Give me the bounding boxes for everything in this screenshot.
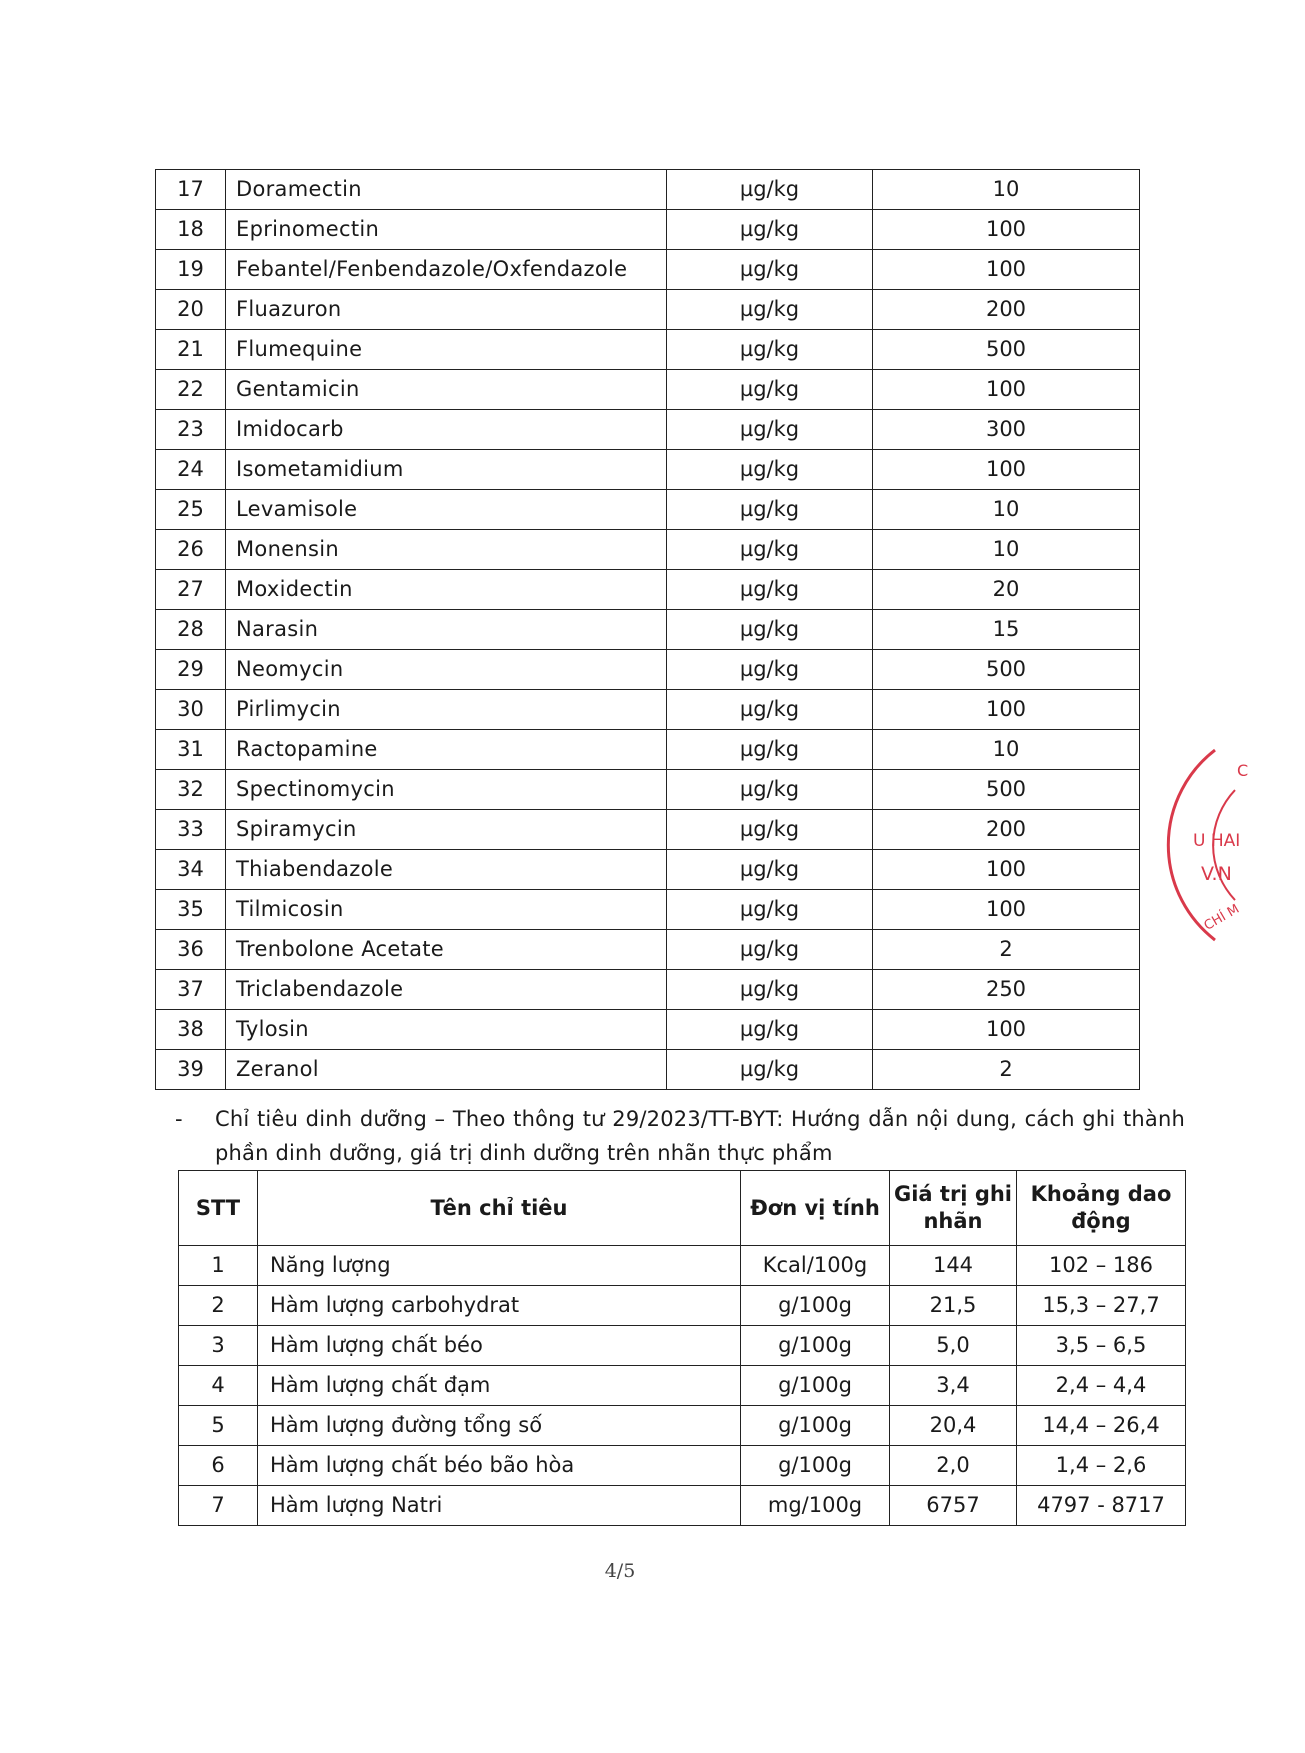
row-unit: µg/kg [667, 970, 873, 1010]
row-value: 10 [873, 490, 1140, 530]
table-row [156, 570, 1140, 610]
row-unit: µg/kg [667, 770, 873, 810]
row-name: Imidocarb [226, 410, 667, 450]
row-value: 2 [873, 1050, 1140, 1090]
row-value: 2 [873, 930, 1140, 970]
table-row [156, 170, 1140, 210]
row-value: 2,0 [890, 1446, 1017, 1486]
row-unit: µg/kg [667, 410, 873, 450]
row-value: 100 [873, 690, 1140, 730]
table-row [156, 850, 1140, 890]
row-unit: µg/kg [667, 610, 873, 650]
row-name: Zeranol [226, 1050, 667, 1090]
row-value: 21,5 [890, 1286, 1017, 1326]
note-text: Chỉ tiêu dinh dưỡng – Theo thông tư 29/2023/TT-BYT: Hướng dẫn nội dung, cách ghi thành phần dinh dưỡng, giá trị dinh dưỡng trên nhãn thực phẩm [215, 1107, 1185, 1165]
row-unit: g/100g [741, 1366, 890, 1406]
row-name: Monensin [226, 530, 667, 570]
row-name: Thiabendazole [226, 850, 667, 890]
row-value: 100 [873, 210, 1140, 250]
row-unit: µg/kg [667, 490, 873, 530]
table-row [179, 1486, 1186, 1526]
table-row [156, 290, 1140, 330]
row-stt: 31 [156, 730, 226, 770]
table-row [156, 210, 1140, 250]
row-stt: 28 [156, 610, 226, 650]
table-row [179, 1326, 1186, 1366]
row-value: 100 [873, 890, 1140, 930]
table-row [156, 530, 1140, 570]
seal-text-4: CHÍ M [1201, 901, 1243, 934]
row-unit: µg/kg [667, 930, 873, 970]
row-value: 300 [873, 410, 1140, 450]
row-stt: 17 [156, 170, 226, 210]
row-unit: µg/kg [667, 530, 873, 570]
row-value: 15 [873, 610, 1140, 650]
row-name: Febantel/Fenbendazole/Oxfendazole [226, 250, 667, 290]
row-name: Hàm lượng chất béo bão hòa [258, 1446, 741, 1486]
row-value: 6757 [890, 1486, 1017, 1526]
row-name: Isometamidium [226, 450, 667, 490]
row-unit: Kcal/100g [741, 1246, 890, 1286]
row-stt: 2 [179, 1286, 258, 1326]
row-value: 100 [873, 250, 1140, 290]
row-name: Pirlimycin [226, 690, 667, 730]
row-unit: g/100g [741, 1446, 890, 1486]
row-unit: g/100g [741, 1286, 890, 1326]
row-unit: mg/100g [741, 1486, 890, 1526]
row-range: 4797 - 8717 [1017, 1486, 1186, 1526]
row-stt: 5 [179, 1406, 258, 1446]
row-stt: 7 [179, 1486, 258, 1526]
row-stt: 4 [179, 1366, 258, 1406]
row-unit: µg/kg [667, 210, 873, 250]
row-name: Spectinomycin [226, 770, 667, 810]
row-unit: µg/kg [667, 450, 873, 490]
seal-text-3: V.N [1201, 863, 1232, 885]
row-unit: µg/kg [667, 250, 873, 290]
table-row [156, 890, 1140, 930]
table-row [156, 770, 1140, 810]
seal-text-2: U HAI [1193, 831, 1241, 851]
table-row [156, 410, 1140, 450]
header-unit: Đơn vị tính [741, 1171, 890, 1246]
row-stt: 23 [156, 410, 226, 450]
header-value: Giá trị ghi nhãn [890, 1171, 1017, 1246]
row-stt: 19 [156, 250, 226, 290]
nutrition-header-row [179, 1171, 1186, 1246]
row-stt: 1 [179, 1246, 258, 1286]
table-row [156, 1010, 1140, 1050]
table-row [179, 1246, 1186, 1286]
row-name: Hàm lượng đường tổng số [258, 1406, 741, 1446]
row-stt: 6 [179, 1446, 258, 1486]
row-stt: 34 [156, 850, 226, 890]
row-name: Eprinomectin [226, 210, 667, 250]
row-range: 14,4 – 26,4 [1017, 1406, 1186, 1446]
table-row [156, 730, 1140, 770]
row-value: 100 [873, 450, 1140, 490]
table-row [156, 330, 1140, 370]
row-stt: 24 [156, 450, 226, 490]
page-number: 4/5 [604, 1560, 636, 1582]
row-stt: 25 [156, 490, 226, 530]
table-row [179, 1406, 1186, 1446]
table-row [156, 650, 1140, 690]
row-unit: µg/kg [667, 170, 873, 210]
header-stt: STT [179, 1171, 258, 1246]
row-name: Tilmicosin [226, 890, 667, 930]
bullet-dash: - [175, 1107, 183, 1131]
row-stt: 30 [156, 690, 226, 730]
row-unit: µg/kg [667, 570, 873, 610]
row-range: 3,5 – 6,5 [1017, 1326, 1186, 1366]
table-row [156, 690, 1140, 730]
table-row [156, 1050, 1140, 1090]
row-name: Levamisole [226, 490, 667, 530]
nutrition-table [178, 1170, 1186, 1526]
table-row [179, 1366, 1186, 1406]
row-range: 1,4 – 2,6 [1017, 1446, 1186, 1486]
row-value: 250 [873, 970, 1140, 1010]
row-value: 20 [873, 570, 1140, 610]
row-stt: 32 [156, 770, 226, 810]
row-stt: 29 [156, 650, 226, 690]
table-row [156, 490, 1140, 530]
row-value: 500 [873, 770, 1140, 810]
row-name: Neomycin [226, 650, 667, 690]
row-name: Triclabendazole [226, 970, 667, 1010]
row-stt: 27 [156, 570, 226, 610]
row-unit: µg/kg [667, 330, 873, 370]
row-value: 10 [873, 170, 1140, 210]
row-name: Năng lượng [258, 1246, 741, 1286]
row-value: 100 [873, 850, 1140, 890]
seal-text-1: C [1237, 761, 1249, 780]
row-value: 200 [873, 290, 1140, 330]
row-value: 100 [873, 370, 1140, 410]
row-value: 100 [873, 1010, 1140, 1050]
row-unit: µg/kg [667, 850, 873, 890]
nutrition-note [175, 1102, 1185, 1170]
row-stt: 20 [156, 290, 226, 330]
row-value: 10 [873, 730, 1140, 770]
row-name: Flumequine [226, 330, 667, 370]
row-unit: µg/kg [667, 890, 873, 930]
row-stt: 21 [156, 330, 226, 370]
row-unit: g/100g [741, 1406, 890, 1446]
table-row [156, 930, 1140, 970]
row-value: 500 [873, 650, 1140, 690]
row-stt: 37 [156, 970, 226, 1010]
table-row [156, 450, 1140, 490]
table-row [156, 370, 1140, 410]
red-stamp-seal [1195, 740, 1305, 950]
row-value: 10 [873, 530, 1140, 570]
header-range: Khoảng dao động [1017, 1171, 1186, 1246]
row-stt: 38 [156, 1010, 226, 1050]
row-value: 500 [873, 330, 1140, 370]
table-row [156, 610, 1140, 650]
table-row [156, 250, 1140, 290]
row-range: 2,4 – 4,4 [1017, 1366, 1186, 1406]
row-name: Hàm lượng chất béo [258, 1326, 741, 1366]
table-row [179, 1286, 1186, 1326]
row-stt: 3 [179, 1326, 258, 1366]
row-unit: µg/kg [667, 370, 873, 410]
row-stt: 35 [156, 890, 226, 930]
row-range: 102 – 186 [1017, 1246, 1186, 1286]
row-name: Narasin [226, 610, 667, 650]
row-name: Gentamicin [226, 370, 667, 410]
table-row [156, 970, 1140, 1010]
row-stt: 18 [156, 210, 226, 250]
row-value: 5,0 [890, 1326, 1017, 1366]
row-name: Hàm lượng Natri [258, 1486, 741, 1526]
residue-limits-table [155, 169, 1140, 1090]
header-name: Tên chỉ tiêu [258, 1171, 741, 1246]
row-stt: 33 [156, 810, 226, 850]
row-value: 20,4 [890, 1406, 1017, 1446]
row-value: 3,4 [890, 1366, 1017, 1406]
row-name: Trenbolone Acetate [226, 930, 667, 970]
row-range: 15,3 – 27,7 [1017, 1286, 1186, 1326]
row-name: Hàm lượng carbohydrat [258, 1286, 741, 1326]
row-unit: µg/kg [667, 1050, 873, 1090]
row-stt: 36 [156, 930, 226, 970]
row-value: 200 [873, 810, 1140, 850]
row-stt: 39 [156, 1050, 226, 1090]
row-unit: µg/kg [667, 690, 873, 730]
row-name: Spiramycin [226, 810, 667, 850]
row-unit: g/100g [741, 1326, 890, 1366]
row-name: Fluazuron [226, 290, 667, 330]
row-unit: µg/kg [667, 290, 873, 330]
row-stt: 22 [156, 370, 226, 410]
row-name: Tylosin [226, 1010, 667, 1050]
row-name: Moxidectin [226, 570, 667, 610]
row-unit: µg/kg [667, 810, 873, 850]
row-unit: µg/kg [667, 650, 873, 690]
table-row [179, 1446, 1186, 1486]
row-name: Hàm lượng chất đạm [258, 1366, 741, 1406]
table-row [156, 810, 1140, 850]
row-unit: µg/kg [667, 730, 873, 770]
row-name: Doramectin [226, 170, 667, 210]
row-name: Ractopamine [226, 730, 667, 770]
row-unit: µg/kg [667, 1010, 873, 1050]
row-stt: 26 [156, 530, 226, 570]
row-value: 144 [890, 1246, 1017, 1286]
